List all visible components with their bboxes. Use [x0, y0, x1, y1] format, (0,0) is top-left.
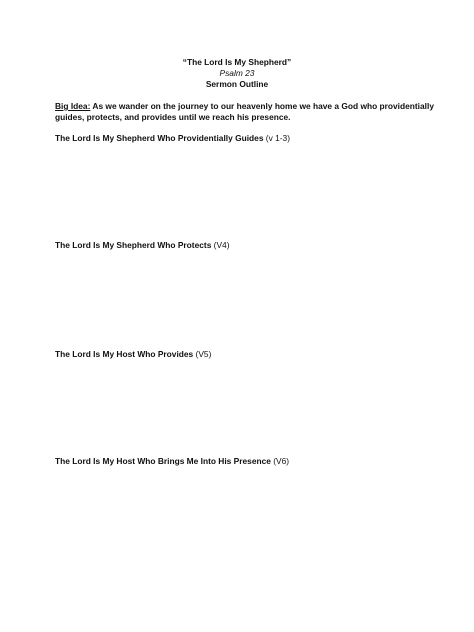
section-heading-text: The Lord Is My Host Who Brings Me Into His Presence [55, 456, 271, 466]
section-verse-reference: (V5) [193, 349, 212, 359]
scripture-reference: Psalm 23 [219, 68, 255, 78]
section-heading-provides [55, 349, 211, 360]
section-heading-text: The Lord Is My Host Who Provides [55, 349, 194, 359]
section-heading-text: The Lord Is My Shepherd Who Providentially Guides [55, 133, 264, 143]
section-verse-reference: (V6) [270, 456, 290, 466]
section-verse-reference: (V4) [211, 240, 230, 250]
section-heading-presence [55, 456, 289, 467]
document-header [0, 57, 474, 90]
section-heading-protects [55, 240, 230, 251]
big-idea-label: Big Idea: [55, 101, 91, 111]
section-verse-reference: (v 1-3) [263, 133, 291, 143]
section-heading-guides [55, 133, 290, 144]
section-heading-text: The Lord Is My Shepherd Who Protects [55, 240, 212, 250]
big-idea-paragraph [55, 101, 435, 123]
outline-label: Sermon Outline [205, 79, 269, 89]
big-idea-text: As we wander on the journey to our heavenly home we have a God who providentially guides, protects, and provides until we reach his presence. [55, 101, 434, 122]
sermon-title: “The Lord Is My Shepherd” [182, 57, 292, 67]
